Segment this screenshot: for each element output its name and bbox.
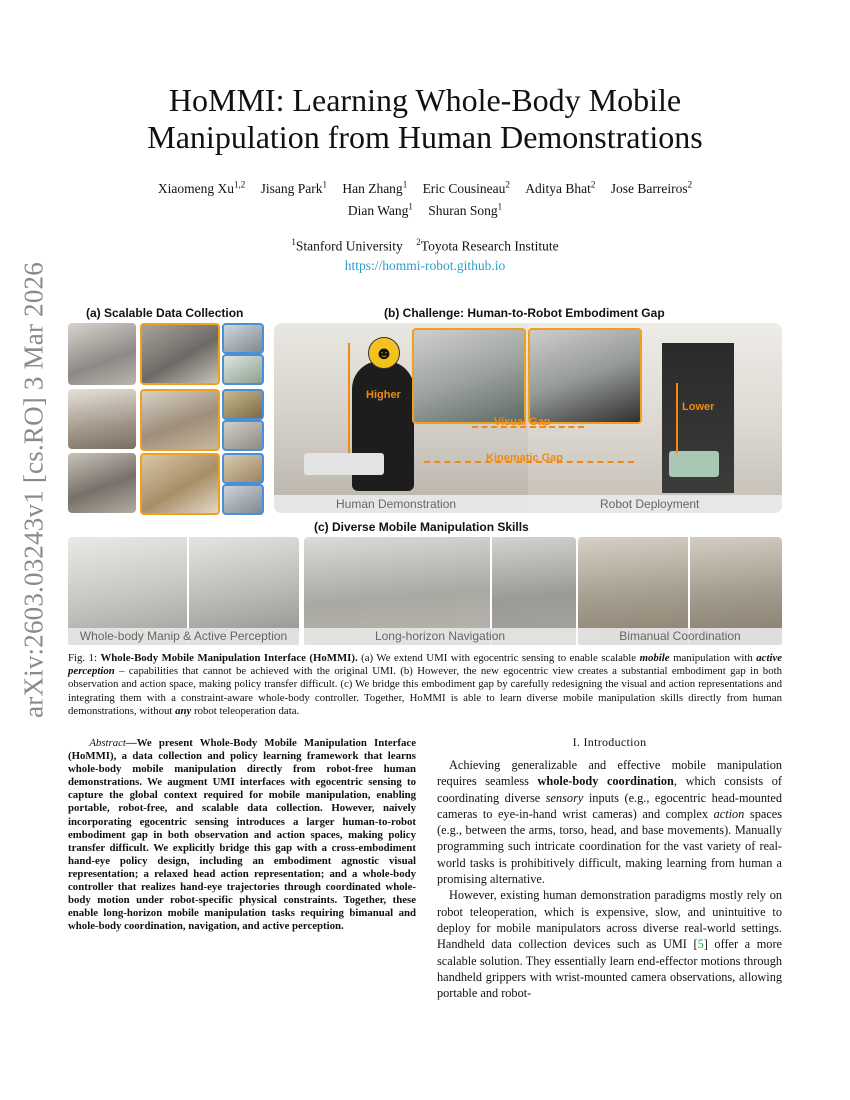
photo-wrist-view-1b bbox=[222, 354, 264, 385]
author: Eric Cousineau$^2$ bbox=[422, 179, 510, 196]
photo-human-collection-2 bbox=[68, 389, 136, 449]
author: Jose Barreiros$^2$ bbox=[610, 179, 693, 196]
arxiv-id: arXiv:2603.03243v1 [cs.RO] 3 Mar 2026 bbox=[18, 262, 49, 718]
arxiv-stamp bbox=[14, 262, 54, 718]
intro-paragraph-1: Achieving generalizable and effective mobile manipulation requires seamless whole-body coordination, which consists of coordinating diverse sensory inputs (e.g., egocentric head-mounted cameras to eye-in-hand wrist cameras) and complex action spaces (e.g., between the arms, torso, head, and base movements). Manually programming such intricate coordination for the vast variety of real-world tasks is prohibitively difficult, making learning from human a promising alternative. bbox=[437, 758, 783, 887]
photo-wrist-view-2a bbox=[222, 389, 264, 420]
figure-caption: Fig. 1: Whole-Body Mobile Manipulation Interface (HoMMI). (a) We extend UMI with egocentric sensing to enable scalable mobile manipulation with active perception – capabilities that cannot be achieved with the original UMI. (b) However, the new egocentric view creates a substantial embodiment gap in both observation and action space, making policy transfer difficult. (c) We bridge this embodiment gap by carefully redesigning the visual and action representations and integrating them with a constraint-aware whole-body controller. Together, HoMMI is able to learn diverse mobile manipulation skills directly from human demonstrations, without any robot teleoperation data. bbox=[68, 652, 783, 717]
figure-label: Fig. 1: bbox=[68, 652, 97, 664]
abstract-label: Abstract bbox=[89, 737, 126, 749]
author: Aditya Bhat$^2$ bbox=[525, 179, 596, 196]
kinematic-gap-label: Kinematic Gap bbox=[486, 452, 564, 464]
intro-paragraph-2: However, existing human demonstration paradigms mostly rely on robot teleoperation, which is expensive, slow, and unintuitive to deploy for mobile manipulators across diverse real-world settings. Handheld data collection devices such as UMI [5] offer a more scalable solution. They essentially learn end-effector motions through handheld grippers with wrist-mounted camera observations, allowing portable and robot- bbox=[437, 888, 782, 1001]
author-list bbox=[80, 175, 770, 220]
photo-egocentric-view-1 bbox=[140, 323, 220, 385]
higher-arrow bbox=[348, 343, 350, 453]
skill-2-label: Long-horizon Navigation bbox=[304, 628, 576, 645]
figure-lead: Whole-Body Mobile Manipulation Interface (HoMMI). bbox=[100, 652, 358, 664]
panel-b-title: (b) Challenge: Human-to-Robot Embodiment Gap bbox=[384, 306, 665, 320]
panel-b-caption-bar bbox=[274, 495, 782, 513]
title-line-1: HoMMI: Learning Whole-Body Mobile bbox=[168, 82, 682, 118]
panel-a-title: (a) Scalable Data Collection bbox=[86, 306, 244, 320]
author: Xiaomeng Xu$^{1,2}$ bbox=[157, 179, 246, 196]
panel-c-title: (c) Diverse Mobile Manipulation Skills bbox=[314, 520, 529, 534]
human-demo-label: Human Demonstration bbox=[336, 497, 457, 511]
photo-human-collection-3 bbox=[68, 453, 136, 513]
skill-1-label: Whole-body Manip & Active Perception bbox=[68, 628, 299, 645]
author: Dian Wang$^1$ bbox=[347, 201, 413, 218]
photo-egocentric-view-3 bbox=[140, 453, 220, 515]
citation-link[interactable]: 5 bbox=[697, 937, 704, 952]
affiliation-2: Toyota Research Institute bbox=[420, 238, 559, 254]
section-heading-introduction: I. Introduction bbox=[572, 735, 647, 749]
author: Jisang Park$^1$ bbox=[260, 179, 327, 196]
author: Han Zhang$^1$ bbox=[342, 179, 408, 196]
paper-title bbox=[60, 82, 790, 156]
higher-label: Higher bbox=[366, 389, 401, 401]
photo-wrist-view-2b bbox=[222, 420, 264, 451]
visual-gap-label: Visual Gap bbox=[494, 416, 551, 428]
panel-b-embodiment-gap bbox=[274, 323, 782, 513]
abstract bbox=[68, 737, 416, 933]
photo-human-collection-1 bbox=[68, 323, 136, 385]
affiliations: $^1$Stanford University $^2$Toyota Research Institute https://hommi-robot.github.io bbox=[80, 233, 770, 275]
author: Shuran Song$^1$ bbox=[428, 201, 503, 218]
smiley-face-icon: ☻ bbox=[368, 337, 400, 369]
lower-arrow bbox=[676, 383, 678, 453]
title-line-2: Manipulation from Human Demonstrations bbox=[147, 119, 703, 155]
introduction-body bbox=[437, 757, 782, 1001]
affiliation-1: Stanford University bbox=[295, 238, 403, 254]
project-link[interactable]: https://hommi-robot.github.io bbox=[344, 257, 506, 273]
photo-wrist-view-3b bbox=[222, 484, 264, 515]
photo-wrist-view-1a bbox=[222, 323, 264, 354]
human-ego-view bbox=[412, 328, 526, 424]
abstract-text: —We present Whole-Body Mobile Manipulation Interface (HoMMI), a data collection and policy learning framework that learns whole-body mobile manipulation directly from robot-free human demonstrations. We augment UMI interfaces with egocentric sensing to capture the global context required for mobile manipulation, enabling portable, robot-free, and scalable data collection. However, naively incorporating egocentric sensing introduces a larger human-to-robot embodiment gap in both observation and action spaces, making policy transfer difficult. We explicitly bridge this gap with a cross-embodiment hand-eye policy design, including an embodiment agnostic visual representation; a relaxed head action representation; and a whole-body controller that realizes hand-eye trajectories through coordinated whole-body motion under robot-specific physical constraints. Together, these enable long-horizon mobile manipulation tasks requiring bimanual and whole-body coordination, navigation, and active perception. bbox=[68, 737, 416, 933]
skill-3-label: Bimanual Coordination bbox=[578, 628, 782, 645]
table-surface bbox=[304, 453, 384, 475]
towel-object bbox=[669, 451, 719, 477]
lower-label: Lower bbox=[682, 401, 715, 413]
robot-deploy-label: Robot Deployment bbox=[600, 497, 700, 511]
photo-egocentric-view-2 bbox=[140, 389, 220, 451]
robot-ego-view bbox=[528, 328, 642, 424]
photo-wrist-view-3a bbox=[222, 453, 264, 484]
